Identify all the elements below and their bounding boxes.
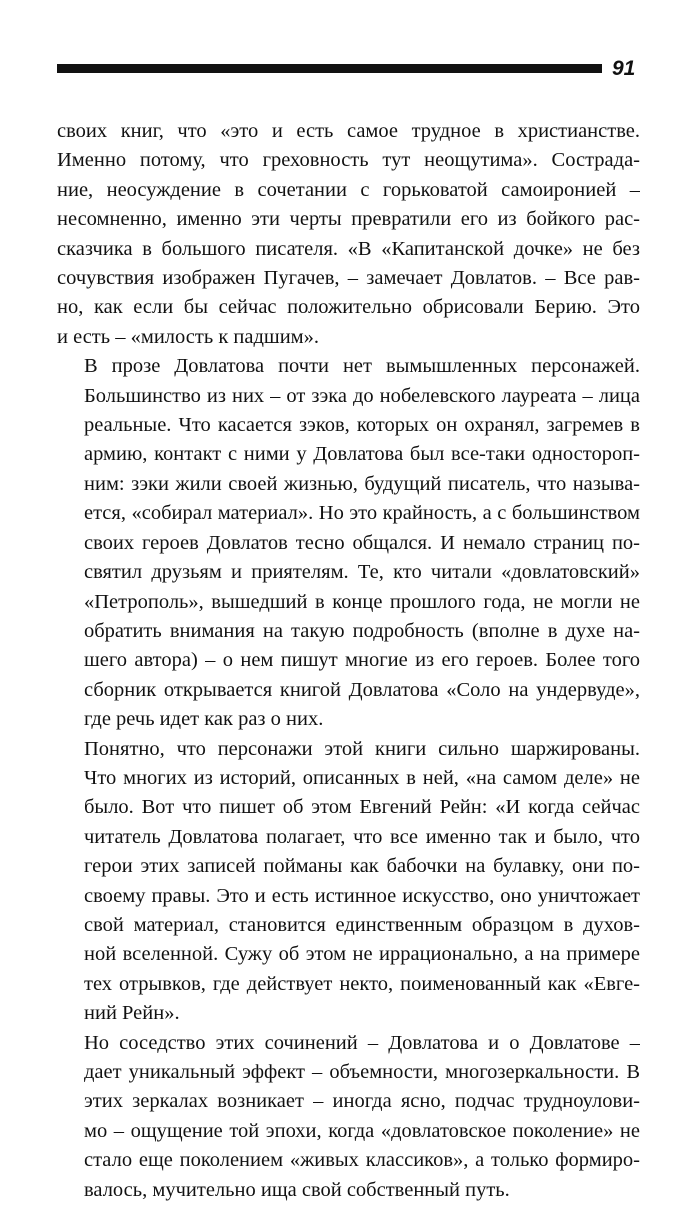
text-line: и есть – «милость к падшим». — [57, 325, 320, 348]
text-line: валось, мучительно ища свой собственный путь. — [84, 1178, 510, 1201]
paragraph — [57, 117, 640, 352]
text-line: сочувствия изображен Пугачев, – замечает Довлатов. – Все рав- — [57, 267, 640, 290]
text-line: но, как если бы сейчас положительно обрисовали Берию. Это — [57, 296, 640, 319]
text-line: дает уникальный эффект – объемности, многозеркальности. В — [84, 1061, 640, 1083]
text-line: стало еще поколением «живых классиков», а только формиро- — [84, 1149, 640, 1172]
text-line: реальные. Что касается зэков, которых он охранял, загремев в — [84, 414, 640, 437]
text-line: святил друзьям и приятелям. Те, кто читали «довлатовский» — [84, 561, 640, 584]
header-rule — [57, 64, 602, 73]
text-line: ним: зэки жили своей жизнью, будущий писатель, что называ- — [84, 472, 640, 495]
text-line: своих героев Довлатов тесно общался. И немало страниц по- — [84, 531, 640, 554]
text-line: ние, неосуждение в сочетании с горьковатой самоиронией – — [57, 178, 640, 201]
page-number: 91 — [612, 57, 636, 80]
text-line: «Петрополь», вышедший в конце прошлого года, не могли не — [84, 590, 640, 613]
text-line: Но соседство этих сочинений – Довлатова и о Довлатове – — [84, 1031, 640, 1054]
text-line: Понятно, что персонажи этой книги сильно шаржированы. — [84, 737, 640, 760]
text-line: обратить внимания на такую подробность (вполне в духе на- — [84, 619, 640, 642]
text-line: В прозе Довлатова почти нет вымышленных персонажей. — [84, 355, 640, 378]
text-line: Именно потому, что греховность тут неощутима». Сострада- — [57, 149, 640, 172]
text-line: Большинство из них – от зэка до нобелевского лауреата – лица — [84, 384, 640, 407]
text-line: где речь идет как раз о них. — [84, 708, 324, 731]
text-line: ется, «собирал материал». Но это крайность, а с большинством — [84, 502, 640, 525]
paragraph — [57, 352, 640, 734]
text-line: несомненно, именно эти черты превратили его из бойкого рас- — [57, 208, 640, 231]
text-line: ной вселенной. Сужу об этом не иррационально, а на примере — [84, 943, 640, 966]
text-line: этих зеркалах возникает – иногда ясно, подчас трудноулови- — [84, 1090, 640, 1113]
text-line: своих книг, что «это и есть самое трудное в христианстве. — [57, 120, 640, 142]
text-line: читатель Довлатова полагает, что все именно так и было, что — [84, 825, 640, 848]
text-line: армию, контакт с ними у Довлатова был все-таки одностороп- — [84, 443, 640, 466]
text-line: Что многих из историй, описанных в ней, «на самом деле» не — [84, 766, 640, 789]
text-line: сборник открывается книгой Довлатова «Соло на ундервуде», — [84, 678, 640, 701]
text-line: своему правы. Это и есть истинное искусство, оно уничтожает — [84, 884, 640, 907]
paragraph — [57, 1029, 640, 1205]
text-line: было. Вот что пишет об этом Евгений Рейн: «И когда сейчас — [84, 796, 640, 819]
text-line: свой материал, становится единственным образцом в духов- — [84, 913, 640, 936]
body-text — [57, 117, 640, 1205]
paragraph — [57, 735, 640, 1029]
text-line: герои этих записей пойманы как бабочки на булавку, они по- — [84, 855, 640, 878]
text-line: сказчика в большого писателя. «В «Капитанской дочке» не без — [57, 237, 640, 260]
text-line: тех отрывков, где действует некто, поименованный как «Евге- — [84, 972, 640, 995]
text-line: шего автора) – о нем пишут многие из его героев. Более того — [84, 649, 640, 672]
text-line: мо – ощущение той эпохи, когда «довлатовское поколение» не — [84, 1119, 640, 1142]
text-line: ний Рейн». — [84, 1002, 180, 1025]
